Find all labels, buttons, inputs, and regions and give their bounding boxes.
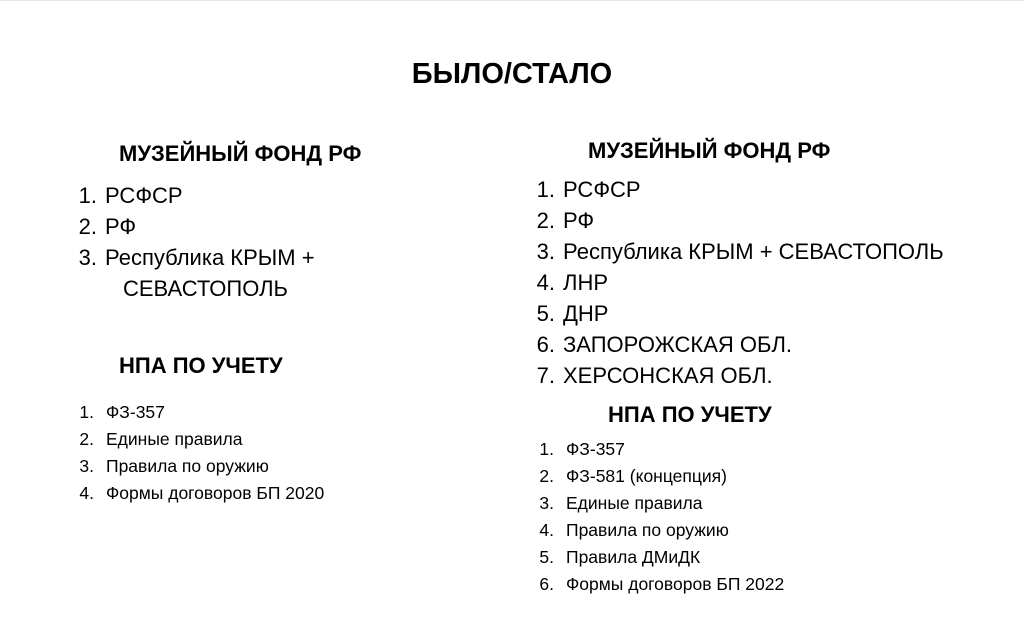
list-item [518,463,784,490]
list-item-text: ФЗ-581 (концепция) [566,466,727,486]
list-item-number: 2. [536,208,555,233]
list-item-number: 3. [536,239,555,264]
list-item-number: 3. [539,493,554,513]
after-npa-list [518,436,784,598]
slide-title: БЫЛО/СТАЛО [411,58,613,90]
list-item-number: 2. [79,429,94,449]
list-item-text: ЗАПОРОЖСКАЯ ОБЛ. [563,332,793,357]
before-fund-heading: МУЗЕЙНЫЙ ФОНД РФ [119,141,362,166]
after-npa-heading: НПА ПО УЧЕТУ [608,402,772,427]
list-item-number: 1. [536,177,555,202]
list-item-text: Правила ДМиДК [566,547,701,567]
list-item-text: ЛНР [563,270,608,295]
before-fund-item3-continuation: СЕВАСТОПОЛЬ [123,276,288,301]
list-item-number: 2. [78,214,97,239]
list-item-text: РФ [105,214,137,239]
list-item-number: 4. [79,483,94,503]
list-item [516,205,944,236]
list-item-text: Формы договоров БП 2022 [566,574,785,594]
list-item-number: 1. [79,402,94,422]
list-item [518,517,784,544]
before-fund-list [58,180,315,273]
list-item [58,480,324,507]
list-item-number: 5. [539,547,554,567]
list-item [516,329,944,360]
list-item-number: 4. [539,520,554,540]
list-item-text: Правила по оружию [106,456,269,476]
list-item-text: ХЕРСОНСКАЯ ОБЛ. [563,363,773,388]
list-item-text: ФЗ-357 [566,439,625,459]
list-item [516,236,944,267]
before-npa-heading: НПА ПО УЧЕТУ [119,353,283,378]
list-item-text: Правила по оружию [566,520,729,540]
list-item-text: Единые правила [566,493,703,513]
list-item [58,180,315,211]
list-item-number: 4. [536,270,555,295]
list-item-text: РФ [563,208,595,233]
list-item-text: Республика КРЫМ + СЕВАСТОПОЛЬ [563,239,944,264]
after-fund-heading: МУЗЕЙНЫЙ ФОНД РФ [588,138,831,163]
list-item [58,242,315,273]
list-item-text: Единые правила [106,429,243,449]
top-divider [0,0,1024,1]
list-item-text: РСФСР [105,183,183,208]
list-item [58,453,324,480]
list-item [518,544,784,571]
list-item-number: 1. [539,439,554,459]
before-npa-list [58,399,324,507]
list-item-number: 6. [536,332,555,357]
list-item-number: 3. [79,456,94,476]
list-item-number: 6. [539,574,554,594]
list-item [58,399,324,426]
list-item [58,211,315,242]
list-item-number: 5. [536,301,555,326]
list-item [516,360,944,391]
list-item [518,490,784,517]
list-item-text: Республика КРЫМ + [105,245,315,270]
list-item [518,436,784,463]
list-item [58,426,324,453]
list-item-number: 2. [539,466,554,486]
list-item-number: 3. [78,245,97,270]
after-fund-list [516,174,944,391]
list-item-number: 1. [78,183,97,208]
list-item [516,267,944,298]
list-item-text: РСФСР [563,177,641,202]
list-item [516,298,944,329]
list-item-text: ФЗ-357 [106,402,165,422]
list-item-text: ДНР [563,301,609,326]
list-item-number: 7. [536,363,555,388]
list-item [518,571,784,598]
list-item-text: Формы договоров БП 2020 [106,483,325,503]
list-item [516,174,944,205]
